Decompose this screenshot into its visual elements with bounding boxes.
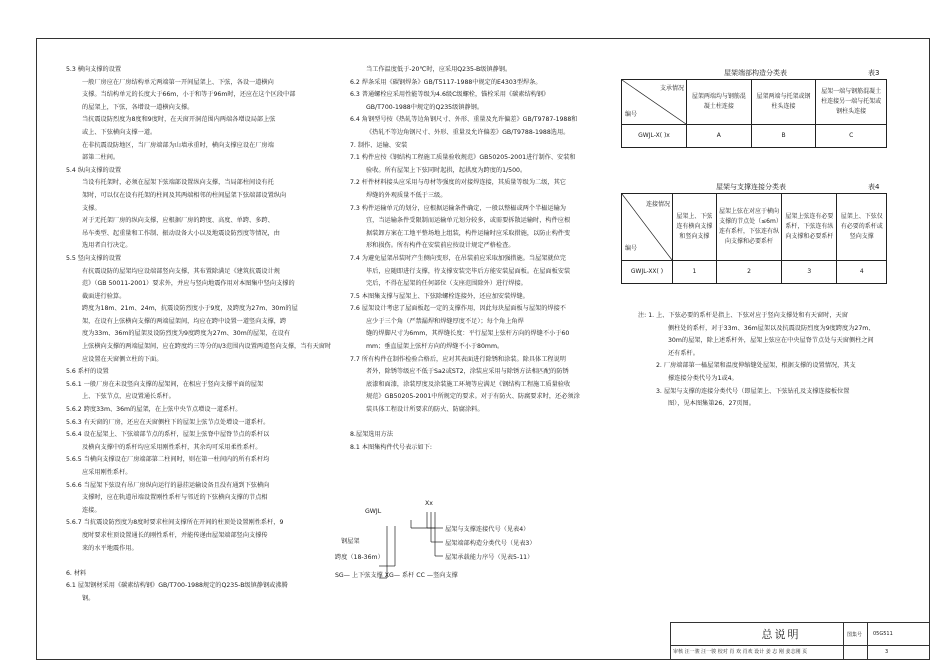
middle-column-line: mm；垂直屋架上弦杆方向的焊缝不小于80mm。: [366, 343, 504, 351]
notes-block: [638, 310, 875, 411]
middle-column-line: 7.2 杆件材料接头应采用与母材等强度的对接焊连接，其质量等级为二级，其它: [350, 179, 566, 187]
signature-row: [671, 646, 929, 659]
left-column-line: 5.6 系杆的设置: [66, 368, 109, 376]
designation-suffix: Xx: [425, 500, 433, 507]
middle-column-line: 8.屋架选用方法: [350, 431, 394, 439]
middle-column-line: 7.1 构件应按《钢结构工程施工质量验收规范》GB50205-2001进行制作、安装和: [350, 154, 576, 162]
note-line: 2. 厂房端部第一榀屋架和温度伸缩缝处屋架，根据支撑的设置情况，其支: [656, 362, 856, 370]
left-column-line: 范》（GB 50011-2001）要求外，并应与竖向地震作用对本图集中竖向支撑的: [82, 280, 295, 288]
table4-header-4: 屋架上、下弦仅有必要的系杆或竖向支撑: [837, 194, 887, 261]
left-column-line: 支撑。当结构单元的长度大于66m，小于和等于96m时，还应在这个区段中部: [82, 91, 296, 99]
table4-value-3: 3: [782, 261, 837, 284]
table3-header-3: 屋架一端与钢筋混凝土柱连接另一端与托架或钢柱头连接: [816, 80, 887, 125]
page-number: 3: [885, 649, 889, 655]
left-column-line: 上弦横向支撑的两端屋架间，应在跨度约三等分的I/3范围内设置两道竖向支撑，当有天窗时: [82, 343, 332, 351]
designation-code: GWJL: [365, 508, 382, 515]
table3-header-1: 屋架两端均与钢筋混凝土柱连接: [687, 80, 752, 125]
note-line: 图），见本图集第26、27页图。: [668, 400, 755, 408]
left-column-line: 应设置在天窗侧立柱的下面。: [82, 355, 163, 363]
left-column-line: 5.5 竖向支撑的设置: [66, 254, 122, 262]
left-column-line: [56, 555, 331, 568]
table3-row-label: GWJL-X( )x: [622, 125, 687, 148]
left-column-line: 应采用刚性系杆。: [82, 469, 132, 476]
left-column-line: 5.6.3 有天窗的厂房，还应在天窗侧柱下的屋架上弦节点处增设一道系杆。: [66, 418, 270, 426]
left-column-line: 5.6.4 设在屋架上、下弦端部节点的系杆，屋架上弦脊中屋脊节点的系杆以: [66, 431, 270, 439]
note-line: 注: 1. 上、下弦必要的系杆是指上、下弦对应于竖向支撑处和有天窗时，天窗: [638, 312, 848, 319]
middle-column-line: 6.4 角钢型号按《热轧等边角钢尺寸、外形、重量及允许偏差》GB/T9787-1988和: [350, 116, 578, 124]
designation-label-3: 屋架端部构造分类代号（见表3）: [445, 540, 536, 547]
middle-column-line: 6.3 普通螺栓应采用性能等级为4.6级C级螺栓，锚栓采用《碳素结构钢》: [350, 91, 550, 99]
table3-value-c: C: [816, 125, 887, 148]
middle-column-line: 当工作温度低于-20℃时，应采用Q235-B级镇静钢。: [366, 66, 512, 73]
table4-corner: 连接情况 编号: [622, 194, 673, 261]
left-column-line: 5.6.1 一般厂房在未设竖向支撑的屋架间，在相应于竖向支撑平面的屋架: [66, 380, 264, 388]
designation-left-label-2: 跨度（18-36m）: [335, 554, 384, 561]
table4-header-3: 屋架上弦连有必要系杆，下弦连有纵向支撑和必要系杆: [782, 194, 837, 261]
table3-value-b: B: [751, 125, 816, 148]
left-text-column: [56, 64, 331, 606]
middle-column-line: 7.5 本图集支撑与屋架上、下弦除螺栓连接外，还应加安装焊缝。: [350, 292, 529, 300]
left-column-line: 连接。: [82, 506, 101, 514]
left-column-line: 当设有托架时，必须在屋架下弦端部设置纵向支撑，当局部柱间设有托: [82, 179, 274, 187]
left-column-line: 架，在设有上弦横向支撑的两端屋架间，均应在跨中设置一道竖向支撑，跨: [82, 317, 287, 325]
left-column-line: 架时，可以仅在设有托架的柱间及其两端相邻的柱间屋架下弦端部设置纵向: [82, 191, 287, 199]
left-column-line: 5.6.7 当抗震设防烈度为8度时要求柱间支撑所在开间的柱顶处设置刚性系杆，9: [66, 519, 284, 527]
atlas-label: 图集号: [847, 632, 863, 638]
middle-column-line: [340, 417, 580, 430]
table4: [621, 193, 887, 284]
sheet-title: 总说明: [761, 628, 801, 641]
table3-corner: 支承情况 编号: [622, 80, 687, 125]
left-column-line: 度为33m、36m的屋架及设防烈度为9度跨度为27m、30m的屋架，在设有: [82, 330, 291, 338]
table4-value-2: 2: [716, 261, 781, 284]
table3-number: 表3: [868, 69, 880, 77]
left-column-line: 支撑。: [82, 204, 101, 212]
middle-column-line: 毕后，应随即进行支撑，待支撑安装完毕后方能安装屋面板。在屋面板安装: [366, 267, 571, 275]
left-column-line: 吊车类型、起重量和工作制、振动设备大小以及地震设防烈度等情况，由: [82, 229, 280, 237]
middle-text-column: [340, 64, 580, 454]
left-column-line: 5.6.5 当横向支撑设在厂房端部第二柱间时，则在第一柱间内的所有系杆均: [66, 456, 270, 464]
middle-column-line: 7.3 构件运输单元的划分，应根据运输条件确定，一般以整榀或两个半榀运输为: [350, 204, 566, 212]
middle-column-line: 应少于三个角（严禁漏焊和焊缝厚度不足）；每个角上角焊: [366, 317, 524, 325]
table3-header-2: 屋架两端与托架或钢柱头连接: [751, 80, 816, 125]
designation-legend: SG— 上下弦支撑 XG— 系杆 CC —竖向支撑: [335, 572, 458, 579]
title-block: [670, 622, 929, 659]
left-column-line: 5.3 横向支撑的设置: [66, 66, 122, 73]
middle-column-line: 7.7 所有构件在制作检验合格后，应对其表面进行除锈和涂装。除具体工程说明: [350, 355, 566, 363]
middle-column-line: 《热轧不等边角钢尺寸、外形、重量及允许偏差》GB/T9788-1988选用。: [366, 128, 570, 136]
left-column-line: 及横向支撑中的系杆均应采用刚性系杆，其余均可采用柔性系杆。: [82, 443, 262, 451]
middle-column-line: 底漆和面漆，涂装厚度及涂装施工环境等应满足《钢结构工程施工质量验收: [366, 380, 571, 388]
table4-row-label: GWJL-XX( ): [622, 261, 673, 284]
left-column-line: 钢。: [82, 594, 95, 602]
middle-column-line: 完后，不得在屋架的任何部位（支座范围除外）进行焊接。: [366, 280, 527, 288]
left-column-line: 在非抗震设防地区，当厂房端部为山墙承重时，横向支撑应设在厂房端: [82, 141, 274, 149]
left-column-line: 对于无托架厂房的纵向支撑，应根据厂房的跨度、高度、单跨、多跨、: [82, 217, 274, 225]
middle-column-line: 者外，除锈等级应不低于Sa2或ST2，涂装应采用与除锈方法相匹配的防锈: [366, 368, 569, 376]
note-line: 3. 屋架与支撑的连接分类代号（即屋架上、下弦钻孔及支撑连接板位置: [656, 387, 850, 395]
left-column-line: 支撑时，应在轨道吊端设置刚性系杆与邻近的下弦横向支撑的节点相: [82, 494, 268, 502]
note-line: 撑连接分类代号为1或4。: [668, 374, 738, 382]
left-column-line: 6. 材料: [66, 569, 87, 577]
left-column-line: 跨度为18m、21m、24m，抗震设防烈度小于9度，及跨度为27m、30m的屋: [82, 305, 298, 313]
left-column-line: 或上、下弦横向支撑一道。: [82, 128, 157, 136]
table3-value-a: A: [687, 125, 752, 148]
left-column-line: 有抗震设防的屋架均应设端部竖向支撑，其布置除满足《建筑抗震设计规: [82, 267, 280, 275]
left-column-line: 5.4 纵向支撑的设置: [66, 166, 122, 174]
table4-header-2: 屋架上弦在对应于横向支撑的节点处（≤6m）连有系杆，下弦连有纵向支撑和必要系杆: [716, 194, 781, 261]
middle-column-line: 7.6 屋架设计考虑了屋面板起一定的支撑作用，因此每块屋面板与屋架的焊接不: [350, 305, 566, 313]
designation-label-5: 屋架承载能力序号（见表5-11）: [445, 554, 534, 561]
middle-column-line: 8.1 本图集构件代号表示如下:: [350, 443, 432, 451]
middle-column-line: GB/T700-1988中规定的Q235级镇静钢。: [366, 103, 484, 111]
left-column-line: 来的水平地震作用。: [82, 544, 138, 552]
table4-value-1: 1: [673, 261, 717, 284]
left-column-line: 一般厂房应在厂房结构单元两端第一开间屋架上、下弦，各设一道横向: [82, 78, 274, 86]
signature-text: 审核 汪一骏 汪一骏 校对 肖 欢 肖欢 设计 姜 志 刚 姜志刚 页: [673, 649, 808, 655]
table3-title: 屋架端部构造分类表: [724, 69, 787, 77]
middle-column-line: 宜，当运输条件受限制而运输单元划分较多，或需要拆散运输时，构件应根: [366, 217, 571, 225]
middle-column-line: 据装卸方案在工地平整场地上组装，构件运输时应采取措施，以防止构件变: [366, 229, 571, 237]
middle-column-line: 焊缝的外观质量不低于三级。: [366, 191, 447, 199]
left-column-line: 上、下弦节点，应设置通长系杆。: [82, 393, 175, 401]
note-line: 侧柱处的系杆，对于33m、36m屋架以及抗震设防烈度为9度跨度为27m、: [668, 324, 875, 332]
left-column-line: 5.6.6 当屋架下弦设有吊厂房纵向运行的悬挂运输设备且没有通到下弦横向: [66, 481, 270, 489]
left-column-line: 5.6.2 跨度33m、36m的屋架，在上弦中央节点增设一道系杆。: [66, 406, 242, 414]
left-column-line: 截面进行验算。: [82, 292, 126, 300]
middle-column-line: 6.2 焊条采用《碳钢焊条》GB/T5117-1988中规定的E4303型焊条。: [350, 78, 542, 86]
table3: [621, 79, 887, 148]
note-line: 还有系杆。: [668, 349, 699, 357]
middle-column-line: 装具体工程设计所要求的防火、防腐涂料。: [366, 406, 484, 414]
table4-header-1: 屋架上、下弦连有横向支撑和竖向支撑: [673, 194, 717, 261]
middle-column-line: 规范》GB50205-2001中所规定的要求。对于有防火、防腐要求时，还必须涂: [366, 393, 580, 401]
note-line: 30m的屋架，除上述系杆外，屋架上弦应在中央屋脊节点处与天窗侧柱之间: [668, 337, 874, 345]
table4-title: 屋架与支撑连接分类表: [716, 183, 786, 191]
middle-column-line: 缝的焊脚尺寸为6mm，其焊缝长度：平行屋架上弦杆方向的焊缝不小于60: [366, 330, 570, 338]
left-column-line: 度时要求柱顶设置通长的刚性系杆，并能传递由屋架端部竖向支撑传: [82, 531, 268, 539]
left-column-line: 6.1 屋架钢材采用《碳素结构钢》GB/T700-1988规定的Q235-B级镇静钢或沸腾: [66, 582, 288, 590]
left-column-line: 当抗震设防烈度为8度和9度时，在天窗开洞范围内两端各增设局部上弦: [82, 116, 276, 124]
middle-column-line: 7. 制作、运输、安装: [350, 141, 408, 149]
middle-column-line: 7.4 为避免屋架吊装时产生侧向变形，在吊装前应采取加强措施。当屋架就位完: [350, 254, 566, 262]
atlas-number: 05G511: [873, 631, 893, 637]
middle-column-line: 形和损伤。所有构件在安装前应按设计规定严格检查。: [366, 242, 515, 250]
left-column-line: 部第二柱间。: [82, 154, 120, 162]
designation-left-label-1: 钢屋架: [341, 538, 360, 545]
left-column-line: 选用者自行决定。: [82, 242, 132, 250]
table4-number: 表4: [868, 183, 880, 191]
table4-value-4: 4: [837, 261, 887, 284]
designation-label-4: 屋架与支撑连接代号（见表4）: [445, 526, 530, 533]
middle-column-line: 验收。所有屋架上下弦同时起拱，起拱度为跨度的1/500。: [366, 166, 527, 174]
left-column-line: 的屋架上，下弦，各增设一道横向支撑。: [82, 103, 194, 111]
